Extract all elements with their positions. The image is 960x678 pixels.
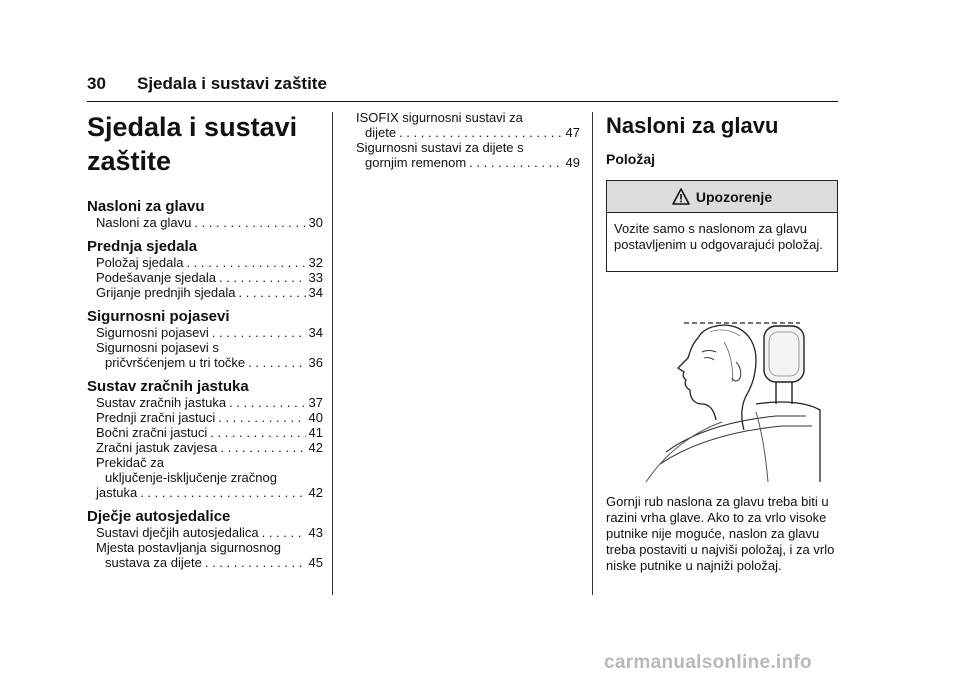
toc-column-1 bbox=[87, 110, 323, 570]
toc-heading[interactable]: Dječje autosjedalice bbox=[87, 508, 231, 525]
toc-entry[interactable]: Prednji zračni jastuci . . . 40 bbox=[87, 410, 323, 425]
toc-entry[interactable]: Podešavanje sjedala . . . 33 bbox=[87, 270, 323, 285]
running-header bbox=[87, 72, 838, 102]
toc-entry[interactable]: Mjesta postavljanja sigurnosnog sustava za dijete . . . 45 bbox=[87, 540, 323, 570]
toc-heading[interactable]: Nasloni za glavu bbox=[87, 198, 205, 215]
headrest-diagram-icon bbox=[606, 312, 838, 482]
toc-heading[interactable]: Sustav zračnih jastuka bbox=[87, 378, 249, 395]
body-text: Gornji rub naslona za glavu treba biti u razini vrha glave. Ako to za vrlo visoke putnike nije moguće, naslon za glavu treba postaviti u najviši položaj, i za vrlo niske putnike u najniži položaj. bbox=[606, 494, 835, 573]
toc-column-2 bbox=[356, 110, 580, 170]
headrest-illustration bbox=[606, 312, 838, 482]
toc-section-airbags bbox=[87, 378, 323, 500]
warning-icon bbox=[672, 188, 690, 206]
toc-entry[interactable]: Sustav zračnih jastuka . . . 37 bbox=[87, 395, 323, 410]
page-number: 30 bbox=[87, 74, 106, 93]
toc-entry[interactable]: Prekidač za uključenje-isključenje zračnog jastuka . . . 42 bbox=[87, 455, 323, 500]
column-divider bbox=[332, 112, 333, 595]
warning-text: Vozite samo s naslonom za glavu postavljenim u odgovarajući položaj. bbox=[614, 221, 823, 252]
toc-entry[interactable]: Nasloni za glavu . . . 30 bbox=[87, 215, 323, 230]
running-title: Sjedala i sustavi zaštite bbox=[137, 74, 327, 93]
watermark: carmanualsonline.info bbox=[604, 652, 812, 673]
toc-entry[interactable]: Grijanje prednjih sjedala . . . 34 bbox=[87, 285, 323, 300]
section-subtitle: Položaj bbox=[606, 151, 656, 167]
content-column bbox=[606, 110, 838, 574]
toc-entry[interactable]: Sigurnosni sustavi za dijete s gornjim remenom . . . 49 bbox=[356, 140, 580, 170]
toc-section-child-seats bbox=[87, 508, 323, 570]
warning-header bbox=[607, 181, 837, 213]
toc-entry[interactable]: Sigurnosni pojasevi . . . 34 bbox=[87, 325, 323, 340]
toc-entry[interactable]: Zračni jastuk zavjesa . . . 42 bbox=[87, 440, 323, 455]
toc-heading[interactable]: Sigurnosni pojasevi bbox=[87, 308, 230, 325]
toc-entry[interactable]: Bočni zračni jastuci . . . 41 bbox=[87, 425, 323, 440]
toc-entry[interactable]: Sustavi dječjih autosjedalica . . . 43 bbox=[87, 525, 323, 540]
warning-box bbox=[606, 180, 838, 272]
toc-entry[interactable]: ISOFIX sigurnosni sustavi za dijete . . . 47 bbox=[356, 110, 580, 140]
toc-section-seat-belts bbox=[87, 308, 323, 370]
toc-entry[interactable]: Položaj sjedala . . . 32 bbox=[87, 255, 323, 270]
toc-entry[interactable]: Sigurnosni pojasevi s pričvršćenjem u tri točke . . . 36 bbox=[87, 340, 323, 370]
toc-section-headrests bbox=[87, 198, 323, 230]
column-divider bbox=[592, 112, 593, 595]
toc-heading[interactable]: Prednja sjedala bbox=[87, 238, 198, 255]
warning-title: Upozorenje bbox=[695, 188, 773, 205]
chapter-title: Sjedala i sustavi zaštite bbox=[87, 112, 298, 176]
toc-section-front-seats bbox=[87, 238, 323, 300]
section-title: Nasloni za glavu bbox=[606, 113, 779, 138]
